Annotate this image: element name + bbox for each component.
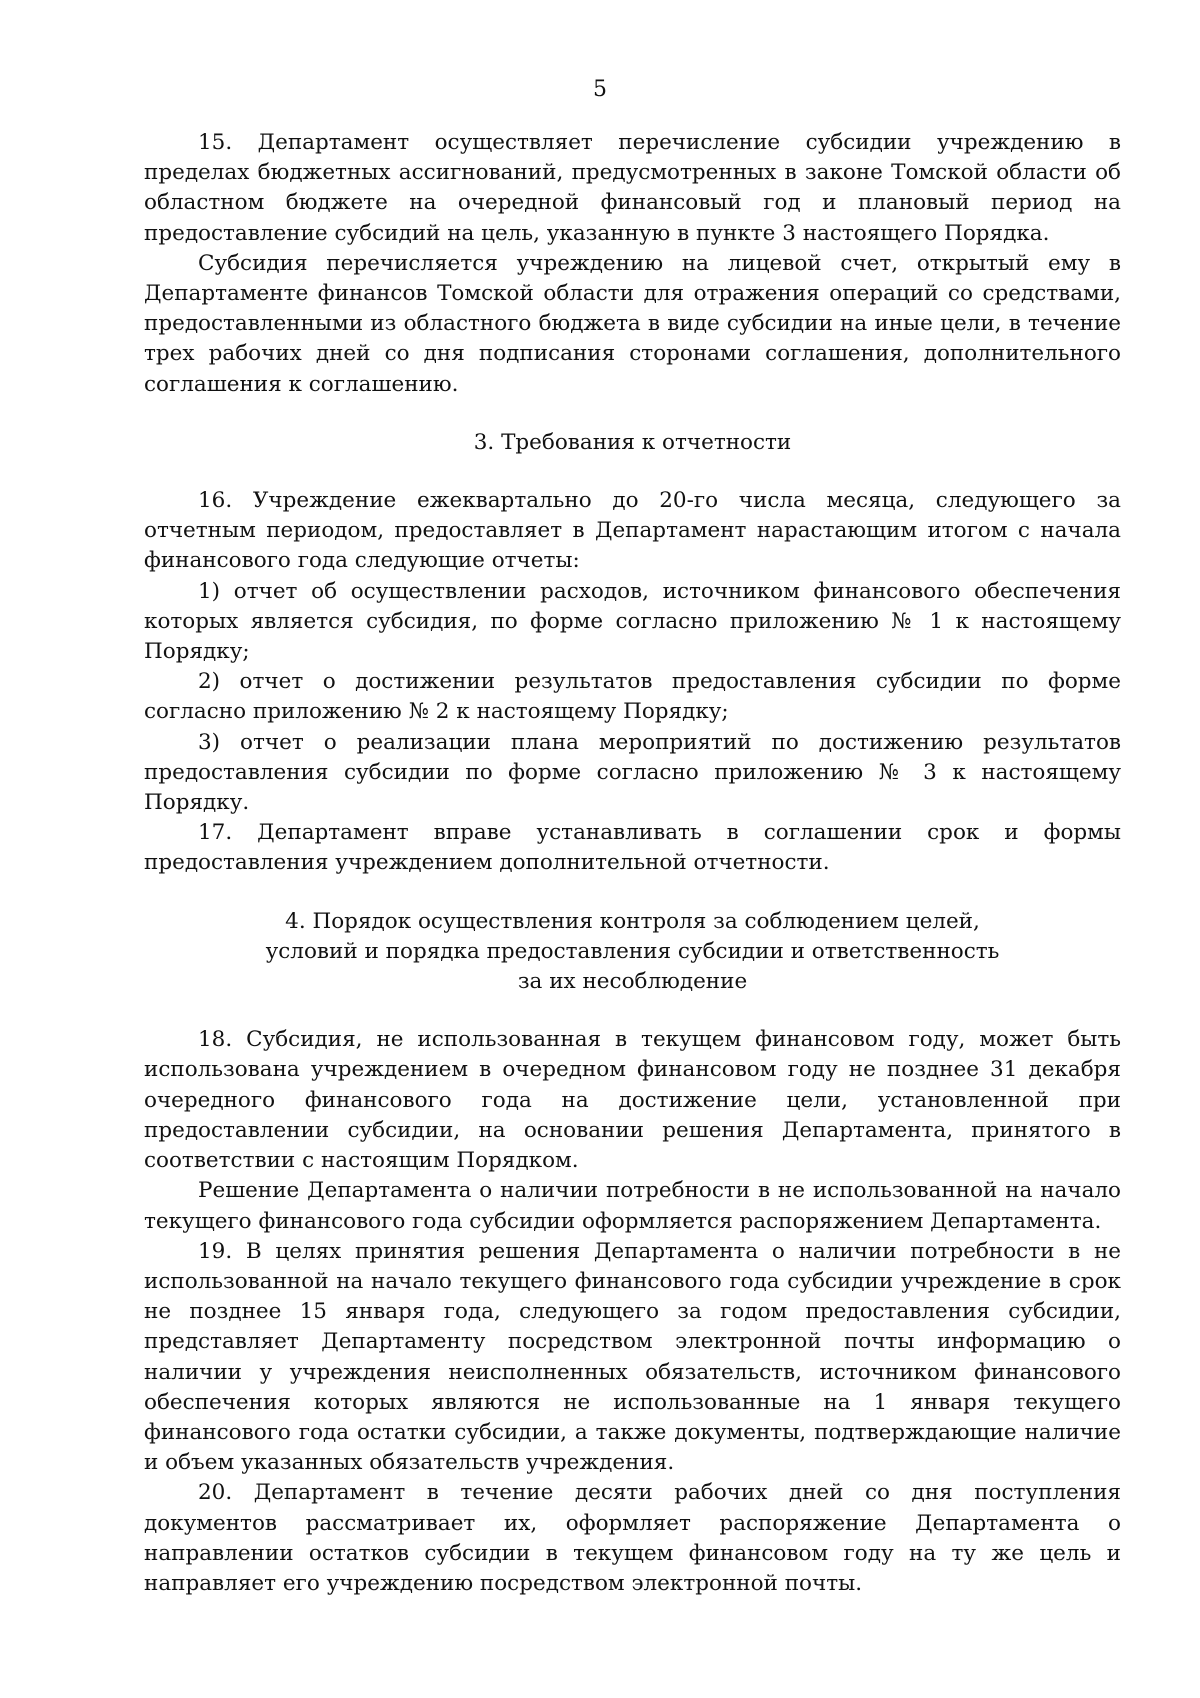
paragraph-16: 16. Учреждение ежеквартально до 20-го числа месяца, следующего за отчетным периодом, предоставляет в Департамент нарастающим итогом с начала финансового года следующие отчеты: xyxy=(144,488,1121,574)
paragraph-19: 19. В целях принятия решения Департамента о наличии потребности в не использованной на начало текущего финансового года субсидии учреждение в срок не позднее 15 января года, следующего за годом предоставления субсидии, представляет Департаменту посредством электронной почты информацию о наличии у учреждения неисполненных обязательств, источником финансового обеспечения которых являются не использованные на 1 января текущего финансового года остатки субсидии, а также документы, подтверждающие наличие и объем указанных обязательств учреждения. xyxy=(144,1238,1121,1476)
list-item-report-3: 3) отчет о реализации плана мероприятий по достижению результатов предоставления субсидии по форме согласно приложению № 3 к настоящему Порядку. xyxy=(144,729,1121,816)
list-item-report-1: 1) отчет об осуществлении расходов, источником финансового обеспечения которых является субсидия, по форме согласно приложению № 1 к настоящему Порядку; xyxy=(144,578,1121,665)
section-4-body xyxy=(144,1025,1121,1599)
paragraph-15: 15. Департамент осуществляет перечисление субсидии учреждению в пределах бюджетных ассигнований, предусмотренных в законе Томской области об областном бюджете на очередной финансовый год и плановый период на предоставление субсидий на цель, указанную в пункте 3 настоящего Порядка. xyxy=(144,130,1121,246)
paragraph-18: 18. Субсидия, не использованная в текущем финансовом году, может быть использована учреждением в очередном финансовом году не позднее 31 декабря очередного финансового года на достижение цели, установленной при предоставлении субсидии, на основании решения Департамента, принятого в соответствии с настоящим Порядком. xyxy=(144,1027,1121,1174)
section-4-heading xyxy=(144,907,1121,998)
section-4-heading-line: 4. Порядок осуществления контроля за соблюдением целей, xyxy=(285,908,980,934)
paragraph-15-subsidy-transfer: Субсидия перечисляется учреждению на лицевой счет, открытый ему в Департаменте финансов Томской области для отражения операций со средствами, предоставленными из областного бюджета в виде субсидии на иные цели, в течение трех рабочих дней со дня подписания сторонами соглашения, дополнительного соглашения к соглашению. xyxy=(144,250,1121,397)
section-4-heading-line: за их несоблюдение xyxy=(517,969,748,995)
section-3-heading: 3. Требования к отчетности xyxy=(473,429,792,455)
paragraph-17: 17. Департамент вправе устанавливать в соглашении срок и формы предоставления учреждением дополнительной отчетности. xyxy=(144,820,1121,876)
paragraph-20: 20. Департамент в течение десяти рабочих дней со дня поступления документов рассматривает их, оформляет распоряжение Департамента о направлении остатков субсидии в текущем финансовом году на ту же цель и направляет его учреждению посредством электронной почты. xyxy=(144,1480,1121,1596)
paragraph-18-decision: Решение Департамента о наличии потребности в не использованной на начало текущего финансового года субсидии оформляется распоряжением Департамента. xyxy=(144,1178,1121,1234)
list-item-report-2: 2) отчет о достижении результатов предоставления субсидии по форме согласно приложению № 2 к настоящему Порядку; xyxy=(144,669,1121,725)
section-3-body xyxy=(144,486,1121,879)
section-4-heading-line: условий и порядка предоставления субсидии и ответственность xyxy=(265,938,1000,964)
document-body xyxy=(144,128,1121,1599)
page-number: 5 xyxy=(593,77,607,102)
